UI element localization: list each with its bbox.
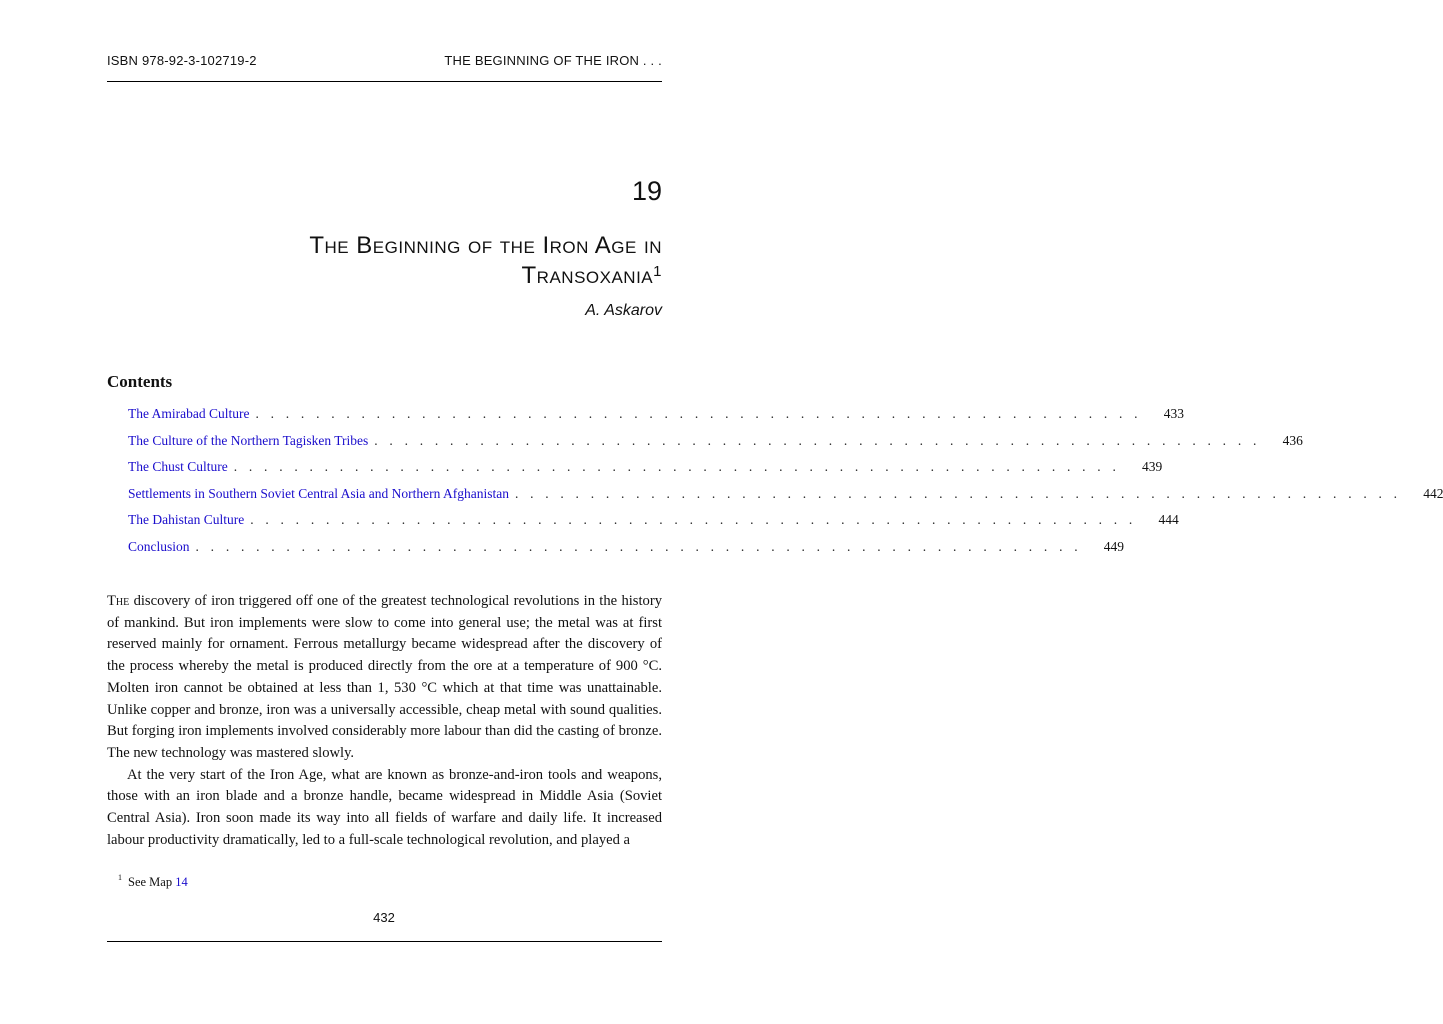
toc-page-number: 442 [1423,485,1443,501]
table-of-contents [128,406,1443,566]
paragraph-1-text: discovery of iron triggered off one of the greatest technological revolutions in the history of mankind. But iron implements were slow to come into general use; the metal was at first reserved mainly for ornament. Ferrous metallurgy became widespread after the discovery of the process whereby the metal is produced directly from the ore at a temperature of 900 °C. Molten iron cannot be obtained at less than 1, 530 °C which at that time was unattainable. Unlike copper and bronze, iron was a universally accessible, cheap metal with sound qualities. But forging iron implements involved considerably more labour than did the casting of bronze. The new technology was mastered slowly. [107,593,662,761]
toc-leader-dots: . . . . . . . . . . . . . . . . . . . . . . . . . . . . . . . . . . . . . . . . . . . . . . . . . . . . . . . . . . . [250,512,1137,528]
toc-page-number: 436 [1282,432,1303,448]
toc-link-settlements[interactable]: Settlements in Southern Soviet Central Asia and Northern Afghanistan [128,485,509,501]
chapter-author: A. Askarov [585,302,662,319]
footnote [118,874,188,890]
title-footnote-mark: 1 [653,263,662,280]
running-title: THE BEGINNING OF THE IRON . . . [444,53,662,68]
chapter-title [102,231,662,291]
footnote-map-link[interactable]: 14 [175,875,188,890]
toc-entry [128,512,1179,539]
paragraph-2: At the very start of the Iron Age, what are known as bronze-and-iron tools and weapons, those with an iron blade and a bronze handle, became widespread in Middle Asia (Soviet Central Asia). Iron soon made its way into all fields of warfare and daily life. It increased labour productivity dramatically, led to a full-scale technological revolution, and played a [107,766,662,848]
running-header [107,53,662,82]
toc-page-number: 439 [1142,459,1163,475]
toc-entry [128,538,1125,566]
toc-link-chust[interactable]: The Chust Culture [128,459,228,475]
footnote-text: See Map [128,875,176,890]
toc-entry [128,459,1163,486]
toc-entry [128,432,1303,460]
toc-entry [128,406,1184,433]
toc-leader-dots: . . . . . . . . . . . . . . . . . . . . . . . . . . . . . . . . . . . . . . . . . . . . . . . . . . . . . . . . . . . [514,485,1402,501]
toc-entry [128,485,1443,513]
toc-leader-dots: . . . . . . . . . . . . . . . . . . . . . . . . . . . . . . . . . . . . . . . . . . . . . . . . . . . . . . . . . . . [195,538,1082,554]
toc-leader-dots: . . . . . . . . . . . . . . . . . . . . . . . . . . . . . . . . . . . . . . . . . . . . . . . . . . . . . . . . . . . [233,459,1121,475]
toc-link-dahistan[interactable]: The Dahistan Culture [128,512,245,528]
toc-leader-dots: . . . . . . . . . . . . . . . . . . . . . . . . . . . . . . . . . . . . . . . . . . . . . . . . . . . . . . . . . . . [374,432,1261,448]
paragraph-lead-word: The [107,593,130,609]
toc-page-number: 433 [1163,406,1184,421]
toc-page-number: 444 [1158,512,1179,528]
page-number: 432 [373,910,395,925]
footnote-mark: 1 [118,873,122,882]
chapter-title-line2: Transoxania [521,262,654,289]
isbn-text: ISBN 978-92-3-102719-2 [107,53,257,68]
chapter-title-line1: The Beginning of the Iron Age in [309,232,662,259]
toc-link-conclusion[interactable]: Conclusion [128,538,190,554]
contents-heading: Contents [107,372,173,391]
toc-link-tagisken[interactable]: The Culture of the Northern Tagisken Tribes [128,432,369,448]
chapter-number: 19 [631,176,662,206]
toc-link-amirabad[interactable]: The Amirabad Culture [128,406,250,421]
body-text [107,591,662,851]
footer-rule [107,941,662,942]
paragraph-1 [107,591,662,765]
toc-page-number: 449 [1103,538,1125,554]
toc-leader-dots: . . . . . . . . . . . . . . . . . . . . . . . . . . . . . . . . . . . . . . . . . . . . . . . . . . . . . . . . . . . [255,406,1142,421]
